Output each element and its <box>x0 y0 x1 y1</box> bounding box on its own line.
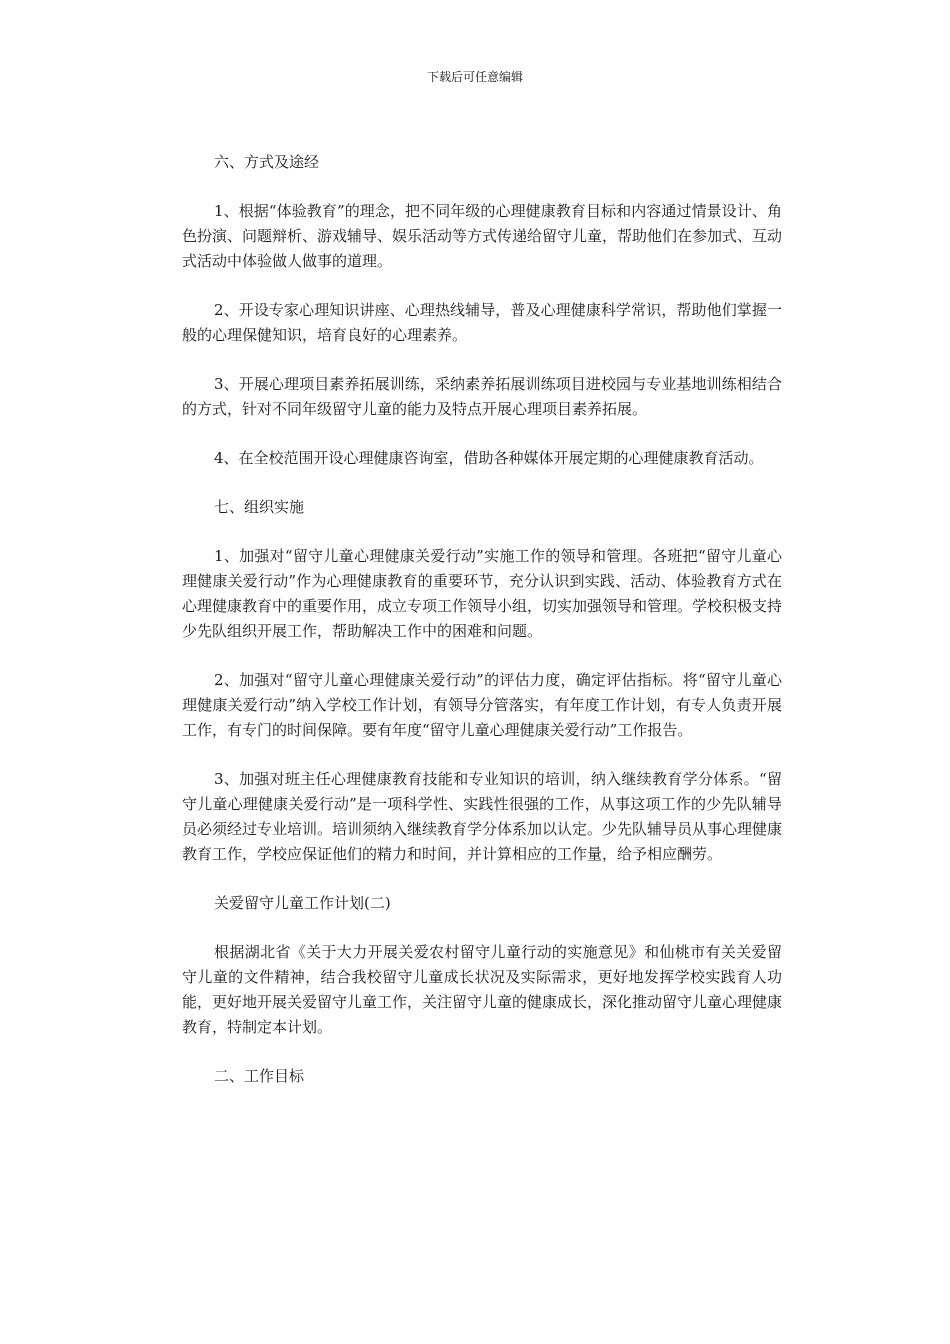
paragraph-gap <box>182 274 782 298</box>
paragraph-gap <box>182 1040 782 1064</box>
paragraph: 2、加强对“留守儿童心理健康关爱行动”的评估力度，确定评估指标。将“留守儿童心理健康关爱行动”纳入学校工作计划，有领导分管落实，有年度工作计划，有专人负责开展工作，有专门的时间保障。要有年度“留守儿童心理健康关爱行动”工作报告。 <box>182 671 782 739</box>
paragraph-gap <box>182 743 782 767</box>
section-heading: 六、方式及途经 <box>214 153 320 171</box>
paragraph: 3、开展心理项目素养拓展训练，采纳素养拓展训练项目进校园与专业基地训练相结合的方式，针对不同年级留守儿童的能力及特点开展心理项目素养拓展。 <box>182 375 782 418</box>
document-body <box>182 150 782 1089</box>
paragraph: 根据湖北省《关于大力开展关爱农村留守儿童行动的实施意见》和仙桃市有关关爱留守儿童的文件精神，结合我校留守儿童成长状况及实际需求，更好地发挥学校实践育人功能，更好地开展关爱留守儿童工作，关注留守儿童的健康成长，深化推动留守儿童心理健康教育，特制定本计划。 <box>182 943 783 1036</box>
section-heading: 七、组织实施 <box>214 498 305 516</box>
paragraph-gap <box>182 644 782 668</box>
section-heading: 二、工作目标 <box>214 1067 305 1085</box>
paragraph-gap <box>182 471 782 495</box>
page-header: 下载后可任意编辑 <box>426 70 523 84</box>
paragraph-gap <box>182 348 782 372</box>
section-heading: 关爱留守儿童工作计划(二) <box>214 894 391 912</box>
paragraph-gap <box>182 520 782 544</box>
paragraph-gap <box>182 422 782 446</box>
paragraph: 1、加强对“留守儿童心理健康关爱行动”实施工作的领导和管理。各班把“留守儿童心理健康关爱行动”作为心理健康教育的重要环节，充分认识到实践、活动、体验教育方式在心理健康教育中的重要作用，成立专项工作领导小组，切实加强领导和管理。学校积极支持少先队组织开展工作，帮助解决工作中的困难和问题。 <box>182 547 783 640</box>
paragraph-gap <box>182 916 782 940</box>
paragraph-gap <box>182 867 782 891</box>
paragraph: 4、在全校范围开设心理健康咨询室，借助各种媒体开展定期的心理健康教育活动。 <box>214 449 764 467</box>
paragraph: 3、加强对班主任心理健康教育技能和专业知识的培训，纳入继续教育学分体系。“留守儿童心理健康关爱行动”是一项科学性、实践性很强的工作，从事这项工作的少先队辅导员必须经过专业培训。培训须纳入继续教育学分体系加以认定。少先队辅导员从事心理健康教育工作，学校应保证他们的精力和时间，并计算相应的工作量，给予相应酬劳。 <box>182 770 783 863</box>
paragraph-gap <box>182 175 782 199</box>
paragraph: 1、根据“体验教育”的理念，把不同年级的心理健康教育目标和内容通过情景设计、角色扮演、问题辩析、游戏辅导、娱乐活动等方式传递给留守儿童，帮助他们在参加式、互动式活动中体验做人做事的道理。 <box>182 202 783 270</box>
paragraph: 2、开设专家心理知识讲座、心理热线辅导，普及心理健康科学常识，帮助他们掌握一般的心理保健知识，培育良好的心理素养。 <box>182 301 782 344</box>
